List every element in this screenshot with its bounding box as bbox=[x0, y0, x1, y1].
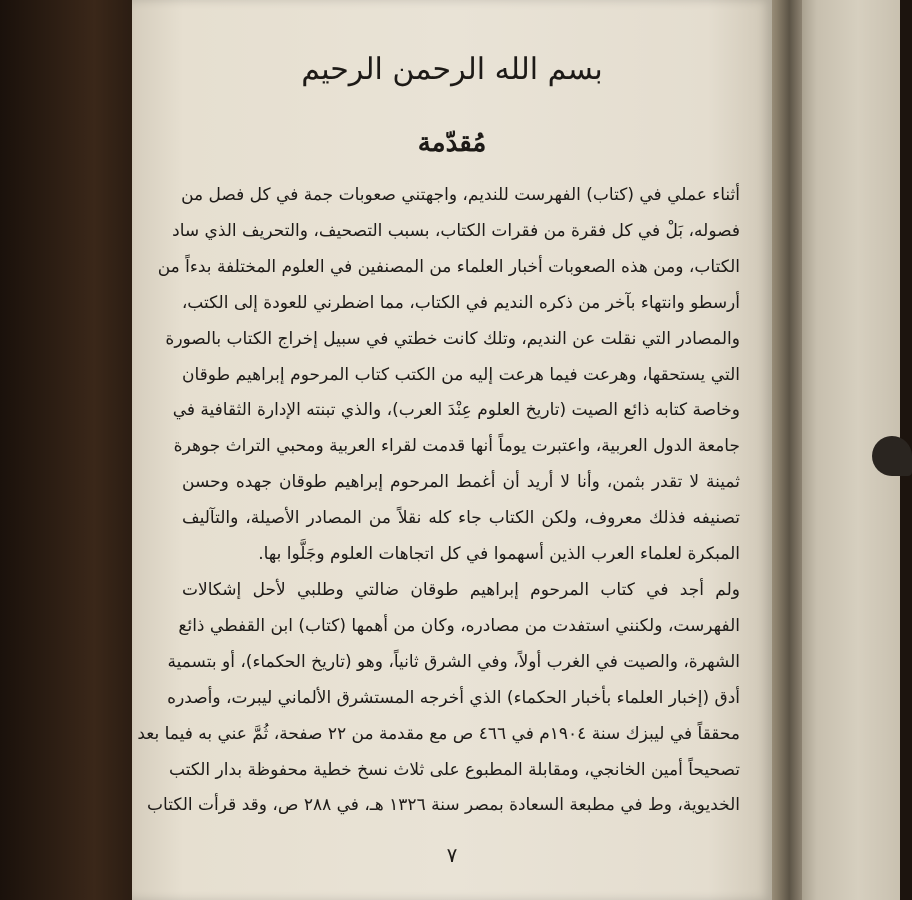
basmala-calligraphy: بسم الله الرحمن الرحيم bbox=[301, 52, 603, 87]
page-number: ٧ bbox=[446, 843, 458, 867]
text-line: تصنيفه فذلك معروف، ولكن الكتاب جاء كله نقلاً من المصادر الأصيلة، والتآليف bbox=[182, 508, 740, 529]
text-line: التي يستحقها، وهرعت فيما هرعت إليه من الكتب كتاب المرحوم إبراهيم طوقان bbox=[182, 364, 740, 385]
text-line: ولم أجد في كتاب المرحوم إبراهيم طوقان ضالتي وطلبي لأحل إشكالات bbox=[182, 579, 740, 600]
text-line: أرسطو وانتهاء بآخر من ذكره النديم في الكتاب، مما اضطرني للعودة إلى الكتب، bbox=[181, 292, 740, 313]
text-line: الخديوية، وط في مطبعة السعادة بمصر سنة ١٣٢٦ هـ، في ٢٨٨ ص، وقد قرأت الكتاب bbox=[147, 795, 740, 816]
book-page bbox=[132, 0, 772, 900]
text-line: الشهرة، والصيت في الغرب أولاً، وفي الشرق ثانياً، وهو (تاريخ الحكماء)، أو بتسمية bbox=[167, 651, 740, 672]
text-line: فصوله، بَلْ في كل فقرة من فقرات الكتاب، بسبب التصحيف، والتحريف الذي ساد bbox=[172, 220, 740, 241]
text-line: وخاصة كتابه ذائع الصيت (تاريخ العلوم عِنْدَ العرب)، والذي تبنته الإدارة الثقافية في bbox=[172, 400, 740, 421]
text-line: جامعة الدول العربية، واعتبرت يوماً أنها قدمت لقراء العربية ومحبي التراث جوهرة bbox=[173, 436, 740, 457]
facing-page-mark bbox=[872, 436, 912, 476]
text-line: ثمينة لا تقدر بثمن، وأنا لا أريد أن أغمط المرحوم إبراهيم طوقان جهده وحسن bbox=[182, 472, 740, 493]
page-title: مُقدّمة bbox=[417, 128, 487, 158]
text-line: والمصادر التي نقلت عن النديم، وتلك كانت خطتي في سبيل إخراج الكتاب بالصورة bbox=[165, 328, 740, 349]
background-table bbox=[0, 0, 135, 900]
text-line: محققاً في ليبزك سنة ١٩٠٤م في ٤٦٦ ص مع مقدمة من ٢٢ صفحة، ثُمَّ عني به فيما بعد bbox=[137, 723, 740, 744]
text-line: المبكرة لعلماء العرب الذين أسهموا في كل اتجاهات العلوم وجَلَّوا بها. bbox=[258, 544, 740, 565]
body-text bbox=[137, 178, 740, 824]
text-line: أثناء عملي في (كتاب) الفهرست للنديم، واجهتني صعوبات جمة في كل فصل من bbox=[181, 185, 740, 205]
text-line: الكتاب، ومن هذه الصعوبات أخبار العلماء من المصنفين في العلوم المختلفة بدءاً من bbox=[157, 256, 740, 277]
text-line: أدق (إخبار العلماء بأخبار الحكماء) الذي أخرجه المستشرق الألماني ليبرت، وأصدره bbox=[167, 687, 740, 708]
text-line: تصحيحاً أمين الخانجي، ومقابلة المطبوع على ثلاث نسخ خطية محفوظة بدار الكتب bbox=[169, 759, 740, 780]
text-line: الفهرست، ولكنني استفدت من مصادره، وكان من أهمها (كتاب) ابن القفطي ذائع bbox=[178, 615, 740, 636]
